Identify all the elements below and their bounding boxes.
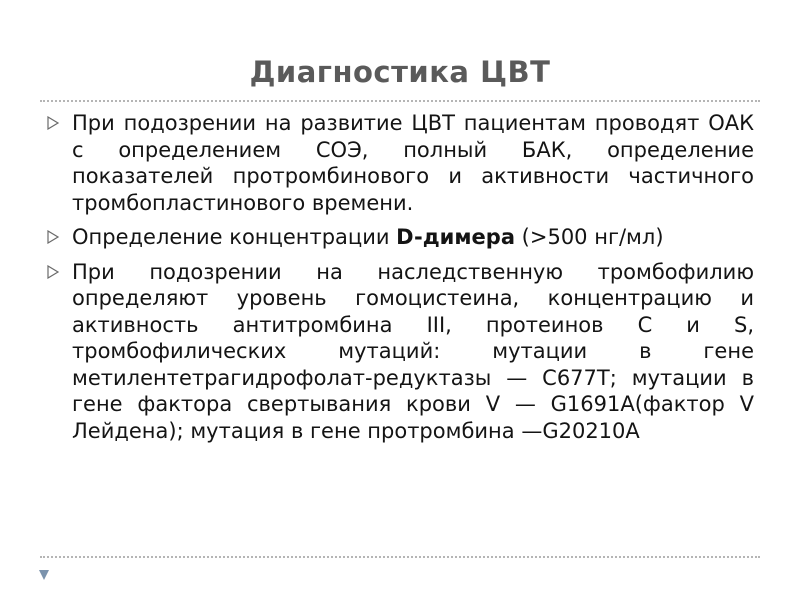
list-item [44, 259, 754, 445]
open-triangle-bullet-icon [46, 230, 60, 244]
open-triangle-bullet-icon [46, 265, 60, 279]
slide-title: Диагностика ЦВТ [249, 55, 551, 89]
list-item-text-suffix: (>500 нг/мл) [515, 225, 664, 249]
bullet-list [44, 110, 754, 452]
list-item-text: При подозрении на развитие ЦВТ пациентам проводят ОАК с определением СОЭ, полный БАК, определение показателей протромбинового и активности частичного тромбопластинового времени. [72, 111, 754, 215]
title-divider [40, 100, 760, 102]
list-item [44, 110, 754, 216]
list-item-text-prefix: Определение концентрации [72, 225, 397, 249]
footer-divider [40, 556, 760, 558]
list-item-text-bold: D-димера [396, 225, 515, 249]
triangle-marker-icon [38, 566, 50, 578]
open-triangle-bullet-icon [46, 116, 60, 130]
list-item-text: При подозрении на наследственную тромбофилию определяют уровень гомоцистеина, концентрацию и активность антитромбина III, протеинов C и S, тромбофилических мутаций: мутации в гене метилентетрагидрофолат-редуктазы — C677T; мутации в гене фактора свертывания крови V — G1691A(фактор V Лейдена); мутация в гене протромбина —G20210A [72, 259, 754, 443]
list-item [44, 224, 754, 251]
